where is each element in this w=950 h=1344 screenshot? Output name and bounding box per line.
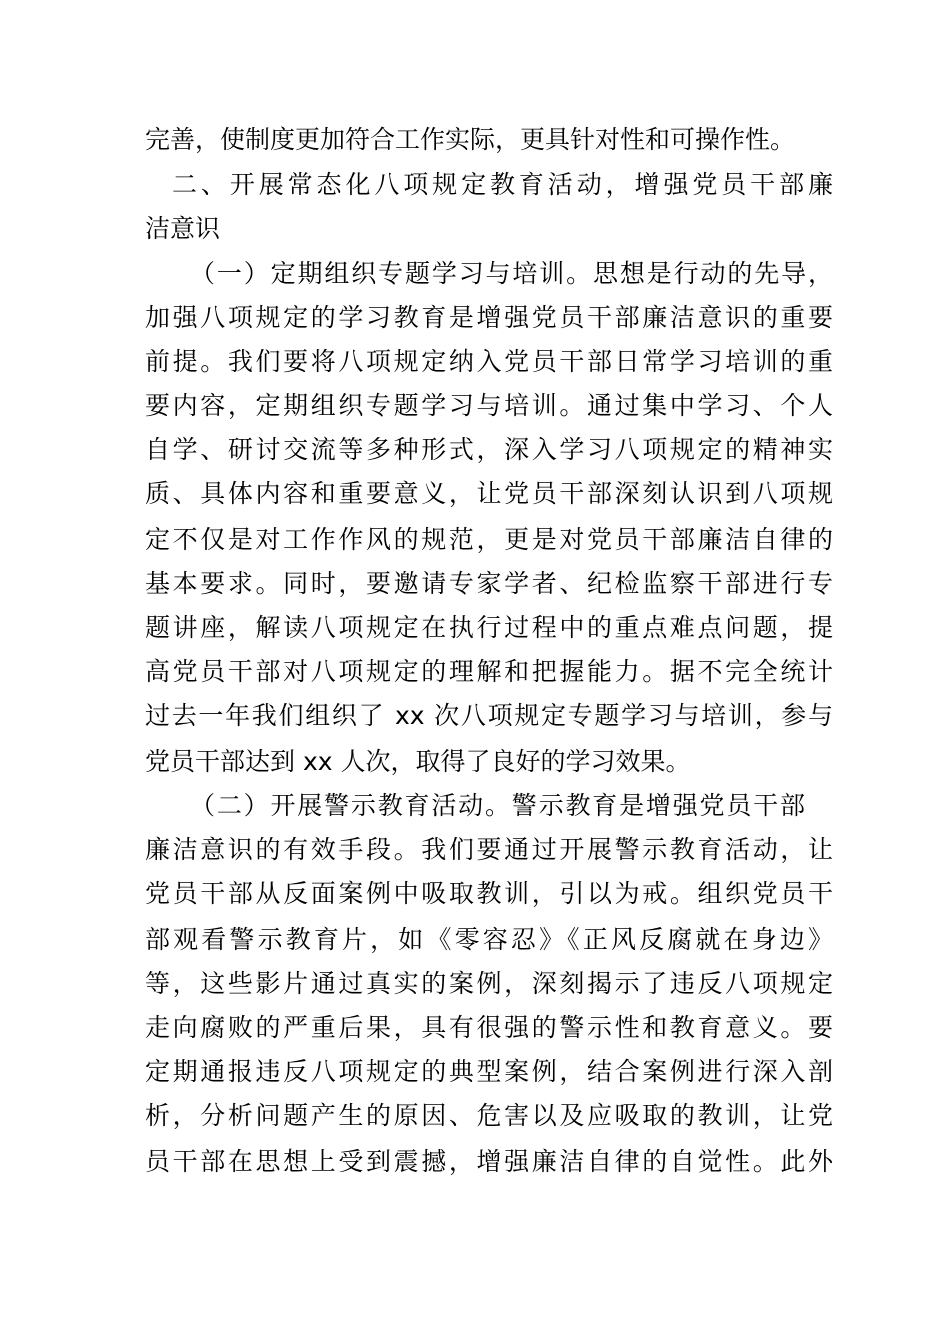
section-heading: 二、开展常态化八项规定教育活动，增强党员干部廉 bbox=[172, 170, 833, 199]
paragraph-line: 质、具体内容和重要意义，让党员干部深刻认识到八项规 bbox=[145, 479, 833, 508]
paragraph-line: 定不仅是对工作作风的规范，更是对党员干部廉洁自律的 bbox=[145, 525, 833, 554]
paragraph-line: 加强八项规定的学习教育是增强党员干部廉洁意识的重要 bbox=[145, 303, 833, 332]
subsection-heading-line: （二）开展警示教育活动。警示教育是增强党员干部 bbox=[190, 791, 805, 820]
paragraph-line: 要内容，定期组织专题学习与培训。通过集中学习、个人 bbox=[145, 391, 833, 420]
paragraph-line: 自学、研讨交流等多种形式，深入学习八项规定的精神实 bbox=[145, 435, 833, 464]
paragraph-line: 廉洁意识的有效手段。我们要通过开展警示教育活动，让 bbox=[145, 835, 833, 864]
paragraph-line: 基本要求。同时，要邀请专家学者、纪检监察干部进行专 bbox=[145, 569, 833, 598]
paragraph-line: 过去一年我们组织了 xx 次八项规定专题学习与培训，参与 bbox=[145, 701, 833, 730]
paragraph-line: 析，分析问题产生的原因、危害以及应吸取的教训，让党 bbox=[145, 1101, 833, 1130]
paragraph-line: 党员干部达到 xx 人次，取得了良好的学习效果。 bbox=[145, 747, 691, 776]
paragraph-line: 等，这些影片通过真实的案例，深刻揭示了违反八项规定 bbox=[145, 969, 833, 998]
section-heading: 洁意识 bbox=[145, 214, 221, 243]
subsection-heading-line: （一）定期组织专题学习与培训。思想是行动的先导， bbox=[190, 259, 833, 288]
paragraph-line: 前提。我们要将八项规定纳入党员干部日常学习培训的重 bbox=[145, 347, 833, 376]
paragraph-line: 员干部在思想上受到震撼，增强廉洁自律的自觉性。此外 bbox=[145, 1147, 833, 1176]
paragraph-line: 党员干部从反面案例中吸取教训，引以为戒。组织党员干 bbox=[145, 879, 833, 908]
paragraph-line: 部观看警示教育片，如《零容忍》《正风反腐就在身边》 bbox=[145, 925, 833, 954]
paragraph-line: 完善，使制度更加符合工作实际，更具针对性和可操作性。 bbox=[145, 125, 796, 154]
paragraph-line: 高党员干部对八项规定的理解和把握能力。据不完全统计 bbox=[145, 657, 833, 686]
paragraph-line: 题讲座，解读八项规定在执行过程中的重点难点问题，提 bbox=[145, 613, 833, 642]
paragraph-line: 定期通报违反八项规定的典型案例，结合案例进行深入剖 bbox=[145, 1057, 833, 1086]
paragraph-line: 走向腐败的严重后果，具有很强的警示性和教育意义。要 bbox=[145, 1013, 833, 1042]
